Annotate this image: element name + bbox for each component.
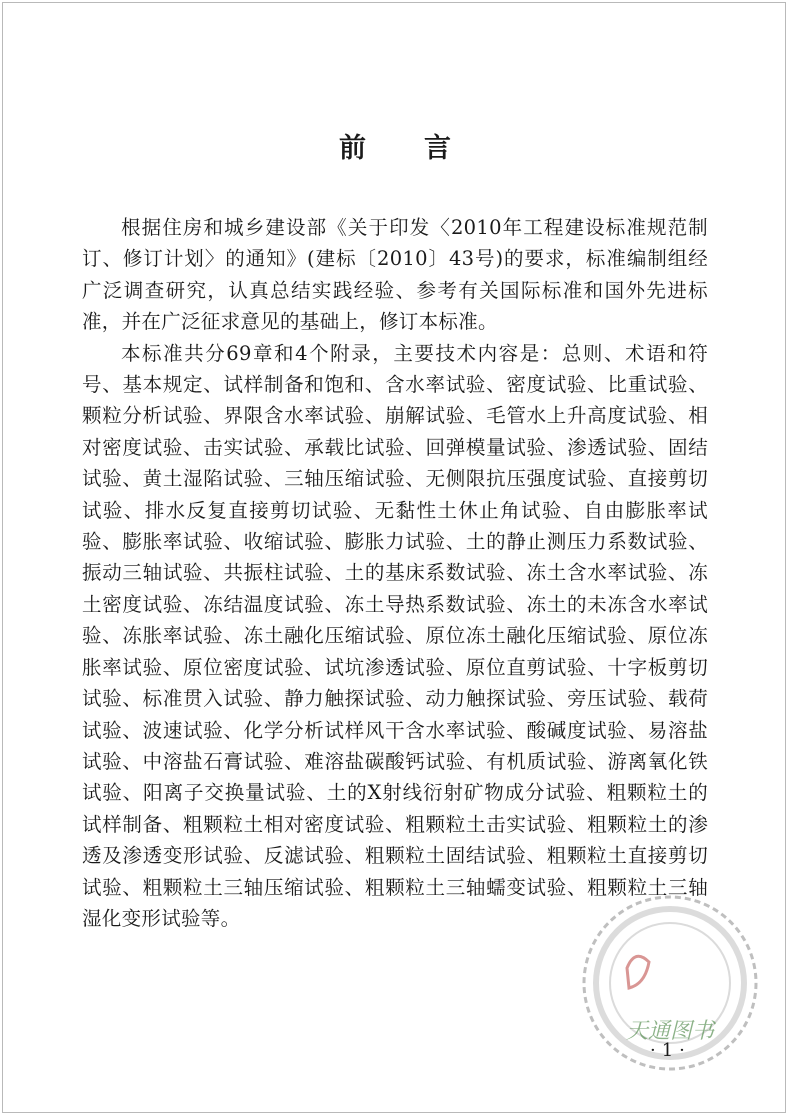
stamp-text: 天通图书 — [625, 1019, 715, 1044]
page-number: ·1· — [650, 1040, 691, 1061]
paragraph-intro: 根据住房和城乡建设部《关于印发〈2010年工程建设标准规范制订、修订计划〉的通知》(建标〔2010〕43号)的要求，标准编制组经广泛调查研究，认真总结实践经验、参考有关国际标准和国外先进标准，并在广泛征求意见的基础上，修订本标准。 — [82, 216, 708, 334]
document-body — [82, 212, 708, 934]
page-title: 前言 — [339, 133, 509, 165]
paragraph-contents: 本标准共分69章和4个附录，主要技术内容是：总则、术语和符号、基本规定、试样制备和饱和、含水率试验、密度试验、比重试验、颗粒分析试验、界限含水率试验、崩解试验、毛管水上升高度试验、相对密度试验、击实试验、承载比试验、回弹模量试验、渗透试验、固结试验、黄土湿陷试验、三轴压缩试验、无侧限抗压强度试验、直接剪切试验、排水反复直接剪切试验、无黏性土休止角试验、自由膨胀率试验、膨胀率试验、收缩试验、膨胀力试验、土的静止测压力系数试验、振动三轴试验、共振柱试验、土的基床系数试验、冻土含水率试验、冻土密度试验、冻结温度试验、冻土导热系数试验、冻土的未冻含水率试验、冻胀率试验、冻土融化压缩试验、原位冻土融化压缩试验、原位冻胀率试验、原位密度试验、试坑渗透试验、原位直剪试验、十字板剪切试验、标准贯入试验、静力触探试验、动力触探试验、旁压试验、载荷试验、波速试验、化学分析试样风干含水率试验、酸碱度试验、易溶盐试验、中溶盐石膏试验、难溶盐碳酸钙试验、有机质试验、游离氧化铁试验、阳离子交换量试验、土的X射线衍射矿物成分试验、粗颗粒土的试样制备、粗颗粒土相对密度试验、粗颗粒土击实试验、粗颗粒土的渗透及渗透变形试验、反滤试验、粗颗粒土固结试验、粗颗粒土直接剪切试验、粗颗粒土三轴压缩试验、粗颗粒土三轴蠕变试验、粗颗粒土三轴湿化变形试验等。 — [82, 341, 708, 930]
